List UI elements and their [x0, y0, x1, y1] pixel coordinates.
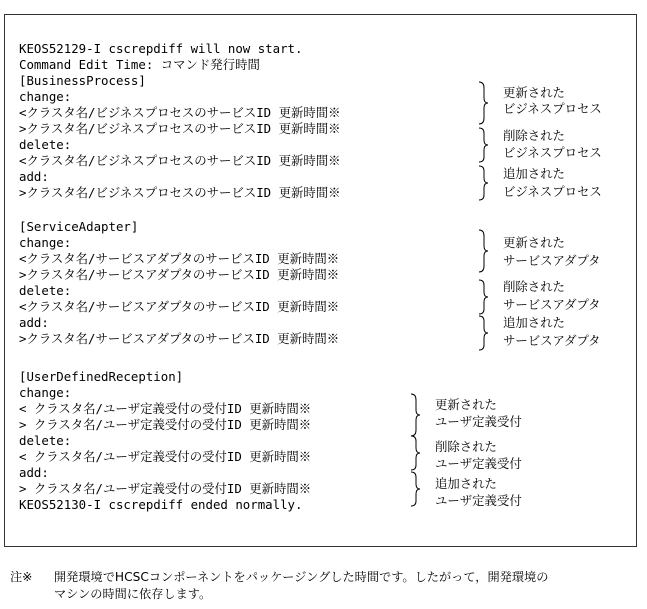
section-business-process: [BusinessProcess]	[19, 73, 146, 88]
sa-delete-annotation-1: 削除された	[503, 279, 565, 294]
bp-add-brace	[477, 165, 489, 201]
ud-change-annotation-2: ユーザ定義受付	[435, 414, 522, 429]
sa-change-label: change:	[19, 235, 72, 250]
sa-change-annotation-1: 更新された	[503, 235, 565, 250]
start-message: KEOS52129-I cscrepdiff will now start.	[19, 41, 303, 56]
bp-add-annotation-1: 追加された	[503, 166, 565, 181]
note-line-1: 開発環境でHCSCコンポーネントをパッケージングした時間です。したがって，開発環境の	[54, 570, 549, 584]
sa-delete-brace	[477, 279, 489, 315]
end-message: KEOS52130-I cscrepdiff ended normally.	[19, 497, 303, 512]
bp-delete-line: <クラスタ名/ビジネスプロセスのサービスID 更新時間※	[19, 153, 341, 168]
bp-add-line: >クラスタ名/ビジネスプロセスのサービスID 更新時間※	[19, 185, 341, 200]
bp-delete-label: delete:	[19, 137, 72, 152]
ud-add-label: add:	[19, 465, 49, 480]
ud-change-label: change:	[19, 385, 72, 400]
sa-add-line: >クラスタ名/サービスアダプタのサービスID 更新時間※	[19, 331, 340, 346]
bp-delete-annotation-2: ビジネスプロセス	[503, 145, 602, 160]
bp-change-brace	[477, 81, 489, 125]
ud-change-old-line: < クラスタ名/ユーザ定義受付の受付ID 更新時間※	[19, 401, 312, 416]
ud-add-annotation-2: ユーザ定義受付	[435, 493, 522, 508]
ud-add-line: > クラスタ名/ユーザ定義受付の受付ID 更新時間※	[19, 481, 312, 496]
sa-add-label: add:	[19, 315, 49, 330]
bp-add-annotation-2: ビジネスプロセス	[503, 184, 602, 199]
section-user-defined-reception: [UserDefinedReception]	[19, 369, 184, 384]
ud-change-annotation-1: 更新された	[435, 397, 497, 412]
ud-delete-brace	[409, 435, 421, 471]
ud-delete-annotation-2: ユーザ定義受付	[435, 456, 522, 471]
sa-delete-line: <クラスタ名/サービスアダプタのサービスID 更新時間※	[19, 299, 340, 314]
ud-delete-label: delete:	[19, 433, 72, 448]
bp-change-new-line: >クラスタ名/ビジネスプロセスのサービスID 更新時間※	[19, 121, 341, 136]
sa-change-new-line: >クラスタ名/サービスアダプタのサービスID 更新時間※	[19, 267, 340, 282]
sa-change-brace	[477, 229, 489, 273]
ud-add-annotation-1: 追加された	[435, 476, 497, 491]
bp-delete-brace	[477, 127, 489, 163]
bp-change-annotation-2: ビジネスプロセス	[503, 101, 602, 116]
command-edit-time: Command Edit Time: コマンド発行時間	[19, 57, 260, 72]
ud-add-brace	[409, 471, 421, 507]
sa-add-annotation-1: 追加された	[503, 315, 565, 330]
sa-add-brace	[477, 315, 489, 351]
section-service-adapter: [ServiceAdapter]	[19, 219, 139, 234]
ud-change-new-line: > クラスタ名/ユーザ定義受付の受付ID 更新時間※	[19, 417, 312, 432]
note-line-2: マシンの時間に依存します。	[54, 587, 212, 601]
note-marker: 注※	[10, 570, 33, 584]
sa-delete-label: delete:	[19, 283, 72, 298]
ud-change-brace	[409, 393, 421, 437]
ud-delete-line: < クラスタ名/ユーザ定義受付の受付ID 更新時間※	[19, 449, 312, 464]
bp-change-old-line: <クラスタ名/ビジネスプロセスのサービスID 更新時間※	[19, 105, 341, 120]
sa-add-annotation-2: サービスアダプタ	[503, 333, 601, 348]
ud-delete-annotation-1: 削除された	[435, 439, 497, 454]
sa-change-old-line: <クラスタ名/サービスアダプタのサービスID 更新時間※	[19, 251, 340, 266]
output-frame	[4, 14, 637, 547]
sa-change-annotation-2: サービスアダプタ	[503, 253, 601, 268]
bp-delete-annotation-1: 削除された	[503, 128, 565, 143]
bp-add-label: add:	[19, 169, 49, 184]
bp-change-label: change:	[19, 89, 72, 104]
bp-change-annotation-1: 更新された	[503, 85, 565, 100]
sa-delete-annotation-2: サービスアダプタ	[503, 297, 601, 312]
